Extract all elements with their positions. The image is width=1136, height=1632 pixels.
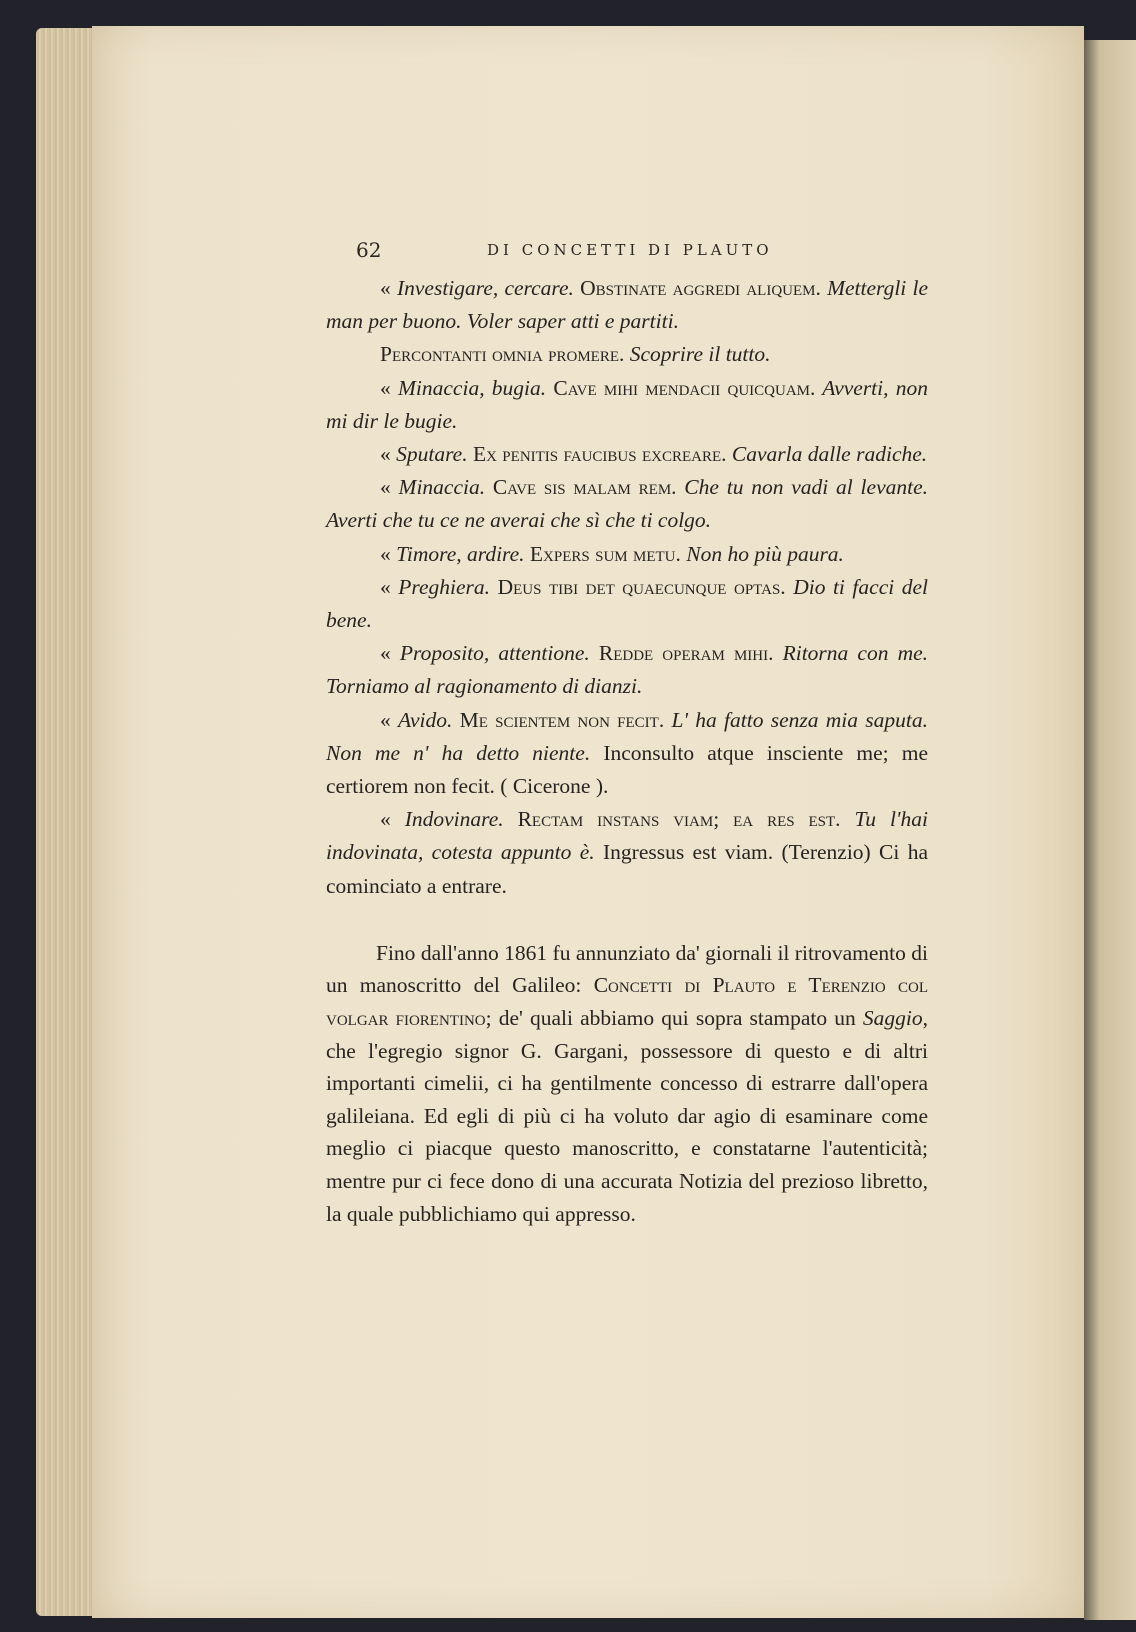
entry-percontanti (326, 338, 928, 371)
entry-term: Minaccia. (398, 475, 486, 500)
section-gap (326, 903, 928, 937)
latin-phrase: Cave mihi mendacii quicquam. (546, 375, 816, 400)
latin-phrase: Me scientem non fecit. (452, 707, 665, 732)
facing-page-edge (1084, 40, 1136, 1620)
entry-term: Indovinare. (404, 807, 504, 832)
entry-translation: Tu l'hai indovinata, cotesta appunto è. (326, 807, 929, 865)
entry-translation: Scoprire il tutto. (624, 342, 771, 367)
entry-timore: « Timore, ardire. Expers sum metu. Non ho più paura. (380, 541, 844, 566)
entry-avido: « Avido. Me scientem non fecit. L' ha fatto senza mia saputa. Non me n' ha detto niente. Inconsulto atque insciente me; me certiorem non fecit. ( Cicerone ). (326, 707, 928, 799)
entry-term: Avido. (398, 707, 453, 732)
entry-minaccia-bugia: « Minaccia, bugia. Cave mihi mendacii quicquam. Avverti, non mi dir le bugie. (326, 375, 928, 433)
entry-term: Investigare, cercare. (396, 276, 574, 300)
running-title: DI CONCETTI DI PLAUTO (487, 241, 773, 259)
entry-note: Inconsulto atque insciente me; me certiorem non fecit. ( Cicerone ). (326, 740, 928, 799)
latin-phrase: Redde operam mihi. (589, 641, 774, 666)
entry-investigare: « Investigare, cercare. Obstinate aggredi aliquem. Mettergli le man per buono. Voler saper atti e partiti. (326, 276, 928, 334)
latin-phrase: Deus tibi det quaecunque optas. (490, 574, 786, 599)
latin-phrase: Cave sis malam rem. (485, 475, 677, 500)
entry-preghiera: « Preghiera. Deus tibi det quaecunque optas. Dio ti facci del bene. (326, 574, 928, 633)
body-paragraph: Fino dall'anno 1861 fu annunziato da' giornali il ritrovamento di un manoscritto del Galileo: Concetti di Plauto e Terenzio col volgar fiorentino; de' quali abbiamo qui sopra stampato un Saggio, che l'egregio signor G. Gargani, possessore di questo e di altri importanti cimelii, ci ha gentilmente concesso di estrarre dall'opera galileiana. Ed egli di più ci ha voluto dar agio di esaminare come meglio ci piacque questo manoscritto, e constatarne l'autenticità; mentre pur ci fece dono di una accurata Notizia del prezioso libretto, la quale pubblichiamo qui appresso. (326, 940, 929, 1226)
entry-note: Ingressus est viam. (Terenzio) Ci ha cominciato a entrare. (326, 840, 928, 898)
entry-indovinare: « Indovinare. Rectam instans viam; ea res est. Tu l'hai indovinata, cotesta appunto è. Ingressus est viam. (Terenzio) Ci ha cominciato a entrare. (326, 807, 929, 898)
entry-term: Preghiera. (398, 574, 491, 599)
entry-translation: Dio ti facci del bene. (326, 574, 928, 633)
page-number: 62 (356, 238, 382, 262)
latin-phrase: Rectam instans viam; ea res est. (503, 807, 841, 832)
latin-phrase: Percontanti omnia promere. (380, 342, 625, 367)
entry-term: Timore, ardire. (396, 541, 525, 566)
page-header (356, 238, 936, 268)
entry-minaccia: « Minaccia. Cave sis malam rem. Che tu non vadi al levante. Averti che tu ce ne averai che sì che ti colgo. (326, 475, 929, 533)
entry-translation: Avverti, non mi dir le bugie. (326, 375, 928, 433)
entry-translation: Ritorna con me. Torniamo al ragionamento di dianzi. (326, 641, 929, 699)
latin-phrase: Expers sum metu. (524, 541, 681, 566)
entry-term: Minaccia, bugia. (398, 375, 547, 400)
latin-phrase: Ex penitis faucibus excreare. (467, 442, 727, 467)
entry-translation: Mettergli le man per buono. Voler saper atti e partiti. (326, 276, 928, 334)
entry-translation: Cavarla dalle radiche. (726, 442, 928, 467)
entry-proposito: « Proposito, attentione. Redde operam mihi. Ritorna con me. Torniamo al ragionamento di dianzi. (326, 641, 929, 699)
page-edges (36, 28, 96, 1616)
entry-translation: Che tu non vadi al levante. Averti che tu ce ne averai che sì che ti colgo. (326, 475, 929, 533)
entry-translation: Non ho più paura. (680, 541, 844, 566)
page-text (326, 272, 928, 1230)
entry-term: Proposito, attentione. (399, 641, 590, 666)
emphasis-saggio: Saggio (862, 1006, 923, 1031)
latin-phrase: Obstinate aggredi aliquem. (573, 276, 821, 300)
work-title: Concetti di Plauto e Terenzio col volgar fiorentino (326, 973, 929, 1031)
entry-term: Sputare. (396, 442, 468, 467)
entry-sputare: « Sputare. Ex penitis faucibus excreare. Cavarla dalle radiche. (380, 442, 928, 467)
entry-translation: L' ha fatto senza mia saputa. Non me n' ha detto niente. (326, 707, 928, 765)
